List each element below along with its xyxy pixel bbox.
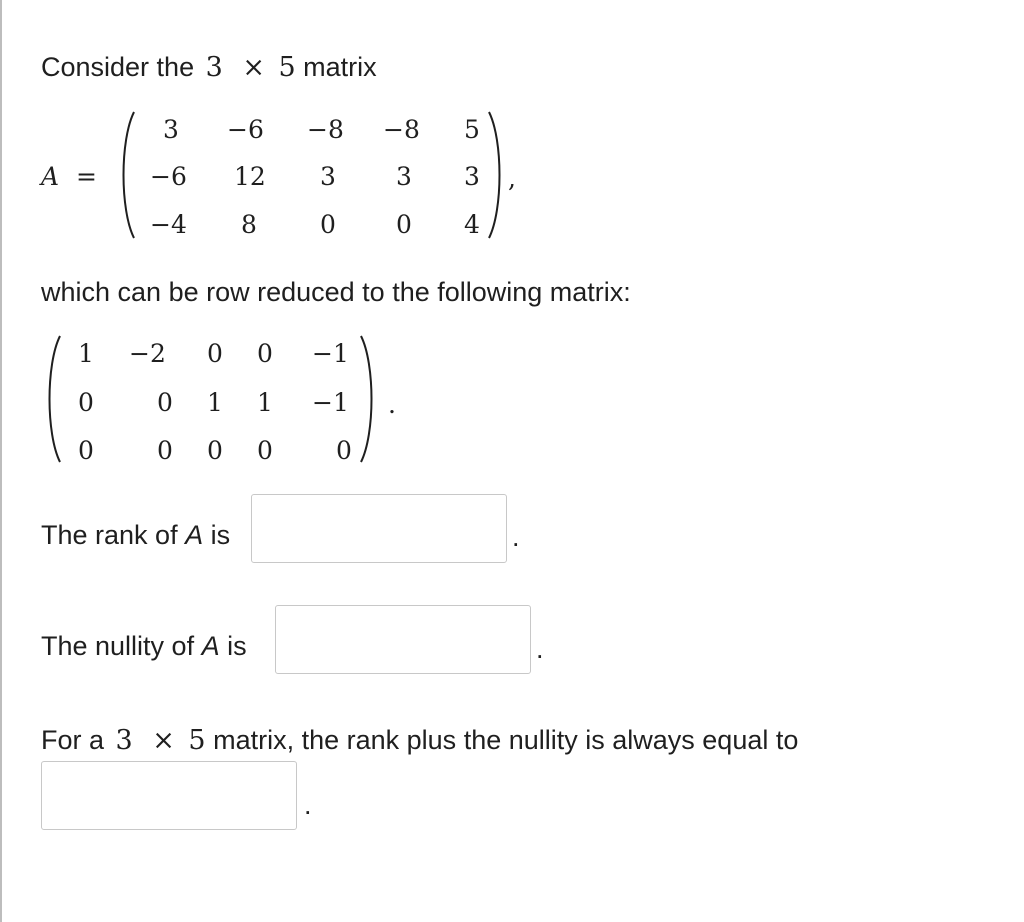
matrix-a-cell: −6 (150, 162, 187, 191)
matrix-a-right-paren (486, 110, 506, 240)
sum-times: × (152, 725, 175, 756)
matrix-a-comma: , (508, 164, 516, 193)
nullity-question (41, 633, 247, 660)
sum-cols: 5 (188, 725, 206, 756)
matrix-a-cell: 0 (396, 210, 412, 239)
sum-text-before: For a (41, 725, 105, 755)
matrix-r-cell: 0 (78, 436, 94, 465)
matrix-a-equals: = (76, 162, 97, 191)
matrix-r-period: . (388, 390, 396, 419)
matrix-r-cell: 0 (336, 436, 352, 465)
matrix-r-cell: 1 (78, 339, 94, 368)
matrix-a-cell: −8 (383, 115, 420, 144)
matrix-a-cell: −4 (150, 210, 187, 239)
sum-question (41, 727, 798, 754)
matrix-r-cell: 0 (257, 436, 273, 465)
rank-question (41, 522, 230, 549)
matrix-r-cell: 0 (207, 436, 223, 465)
matrix-r-cell: 1 (207, 388, 223, 417)
matrix-r-cell: −2 (129, 339, 166, 368)
matrix-a-cell: −8 (307, 115, 344, 144)
sum-text-after: matrix, the rank plus the nullity is always equal to (213, 725, 799, 755)
matrix-r-cell: 0 (157, 388, 173, 417)
matrix-a-cell: 5 (464, 115, 480, 144)
matrix-r-right-paren (358, 334, 378, 464)
matrix-r-cell: 1 (257, 388, 273, 417)
sum-period: . (304, 790, 312, 820)
nullity-suffix: is (227, 631, 247, 661)
matrix-a-label: A (41, 162, 60, 191)
left-border (0, 0, 2, 922)
nullity-prefix: The nullity of (41, 631, 195, 661)
matrix-r-left-paren (43, 334, 63, 464)
intro-text-after: matrix (303, 52, 377, 82)
matrix-a-cell: 3 (396, 162, 412, 191)
rank-var: A (185, 520, 204, 550)
rank-suffix: is (210, 520, 231, 550)
matrix-r-cell: −1 (312, 339, 349, 368)
matrix-a-cell: −6 (227, 115, 264, 144)
matrix-r-cell: 0 (157, 436, 173, 465)
matrix-r-cell: 0 (257, 339, 273, 368)
rank-answer-input[interactable] (251, 494, 507, 563)
matrix-a-cell: 8 (241, 210, 257, 239)
nullity-var: A (201, 631, 220, 661)
matrix-a-cell: 4 (464, 210, 480, 239)
intro-cols: 5 (278, 52, 296, 83)
intro-times: × (242, 52, 265, 83)
intro-rows: 3 (205, 52, 223, 83)
intro-text: Consider the (41, 52, 195, 82)
sum-answer-input[interactable] (41, 761, 297, 830)
reduced-intro: which can be row reduced to the following matrix: (41, 277, 631, 307)
rank-period: . (512, 522, 520, 552)
nullity-answer-input[interactable] (275, 605, 531, 674)
matrix-a-left-paren (117, 110, 137, 240)
matrix-r-cell: 0 (78, 388, 94, 417)
matrix-a-cell: 12 (234, 162, 266, 191)
matrix-a-cell: 3 (163, 115, 179, 144)
sum-rows: 3 (115, 725, 133, 756)
matrix-a-cell: 0 (320, 210, 336, 239)
nullity-period: . (536, 634, 544, 664)
intro-line (41, 54, 377, 81)
matrix-a-cell: 3 (464, 162, 480, 191)
matrix-r-cell: −1 (312, 388, 349, 417)
matrix-a-cell: 3 (320, 162, 336, 191)
rank-prefix: The rank of (41, 520, 178, 550)
matrix-r-cell: 0 (207, 339, 223, 368)
